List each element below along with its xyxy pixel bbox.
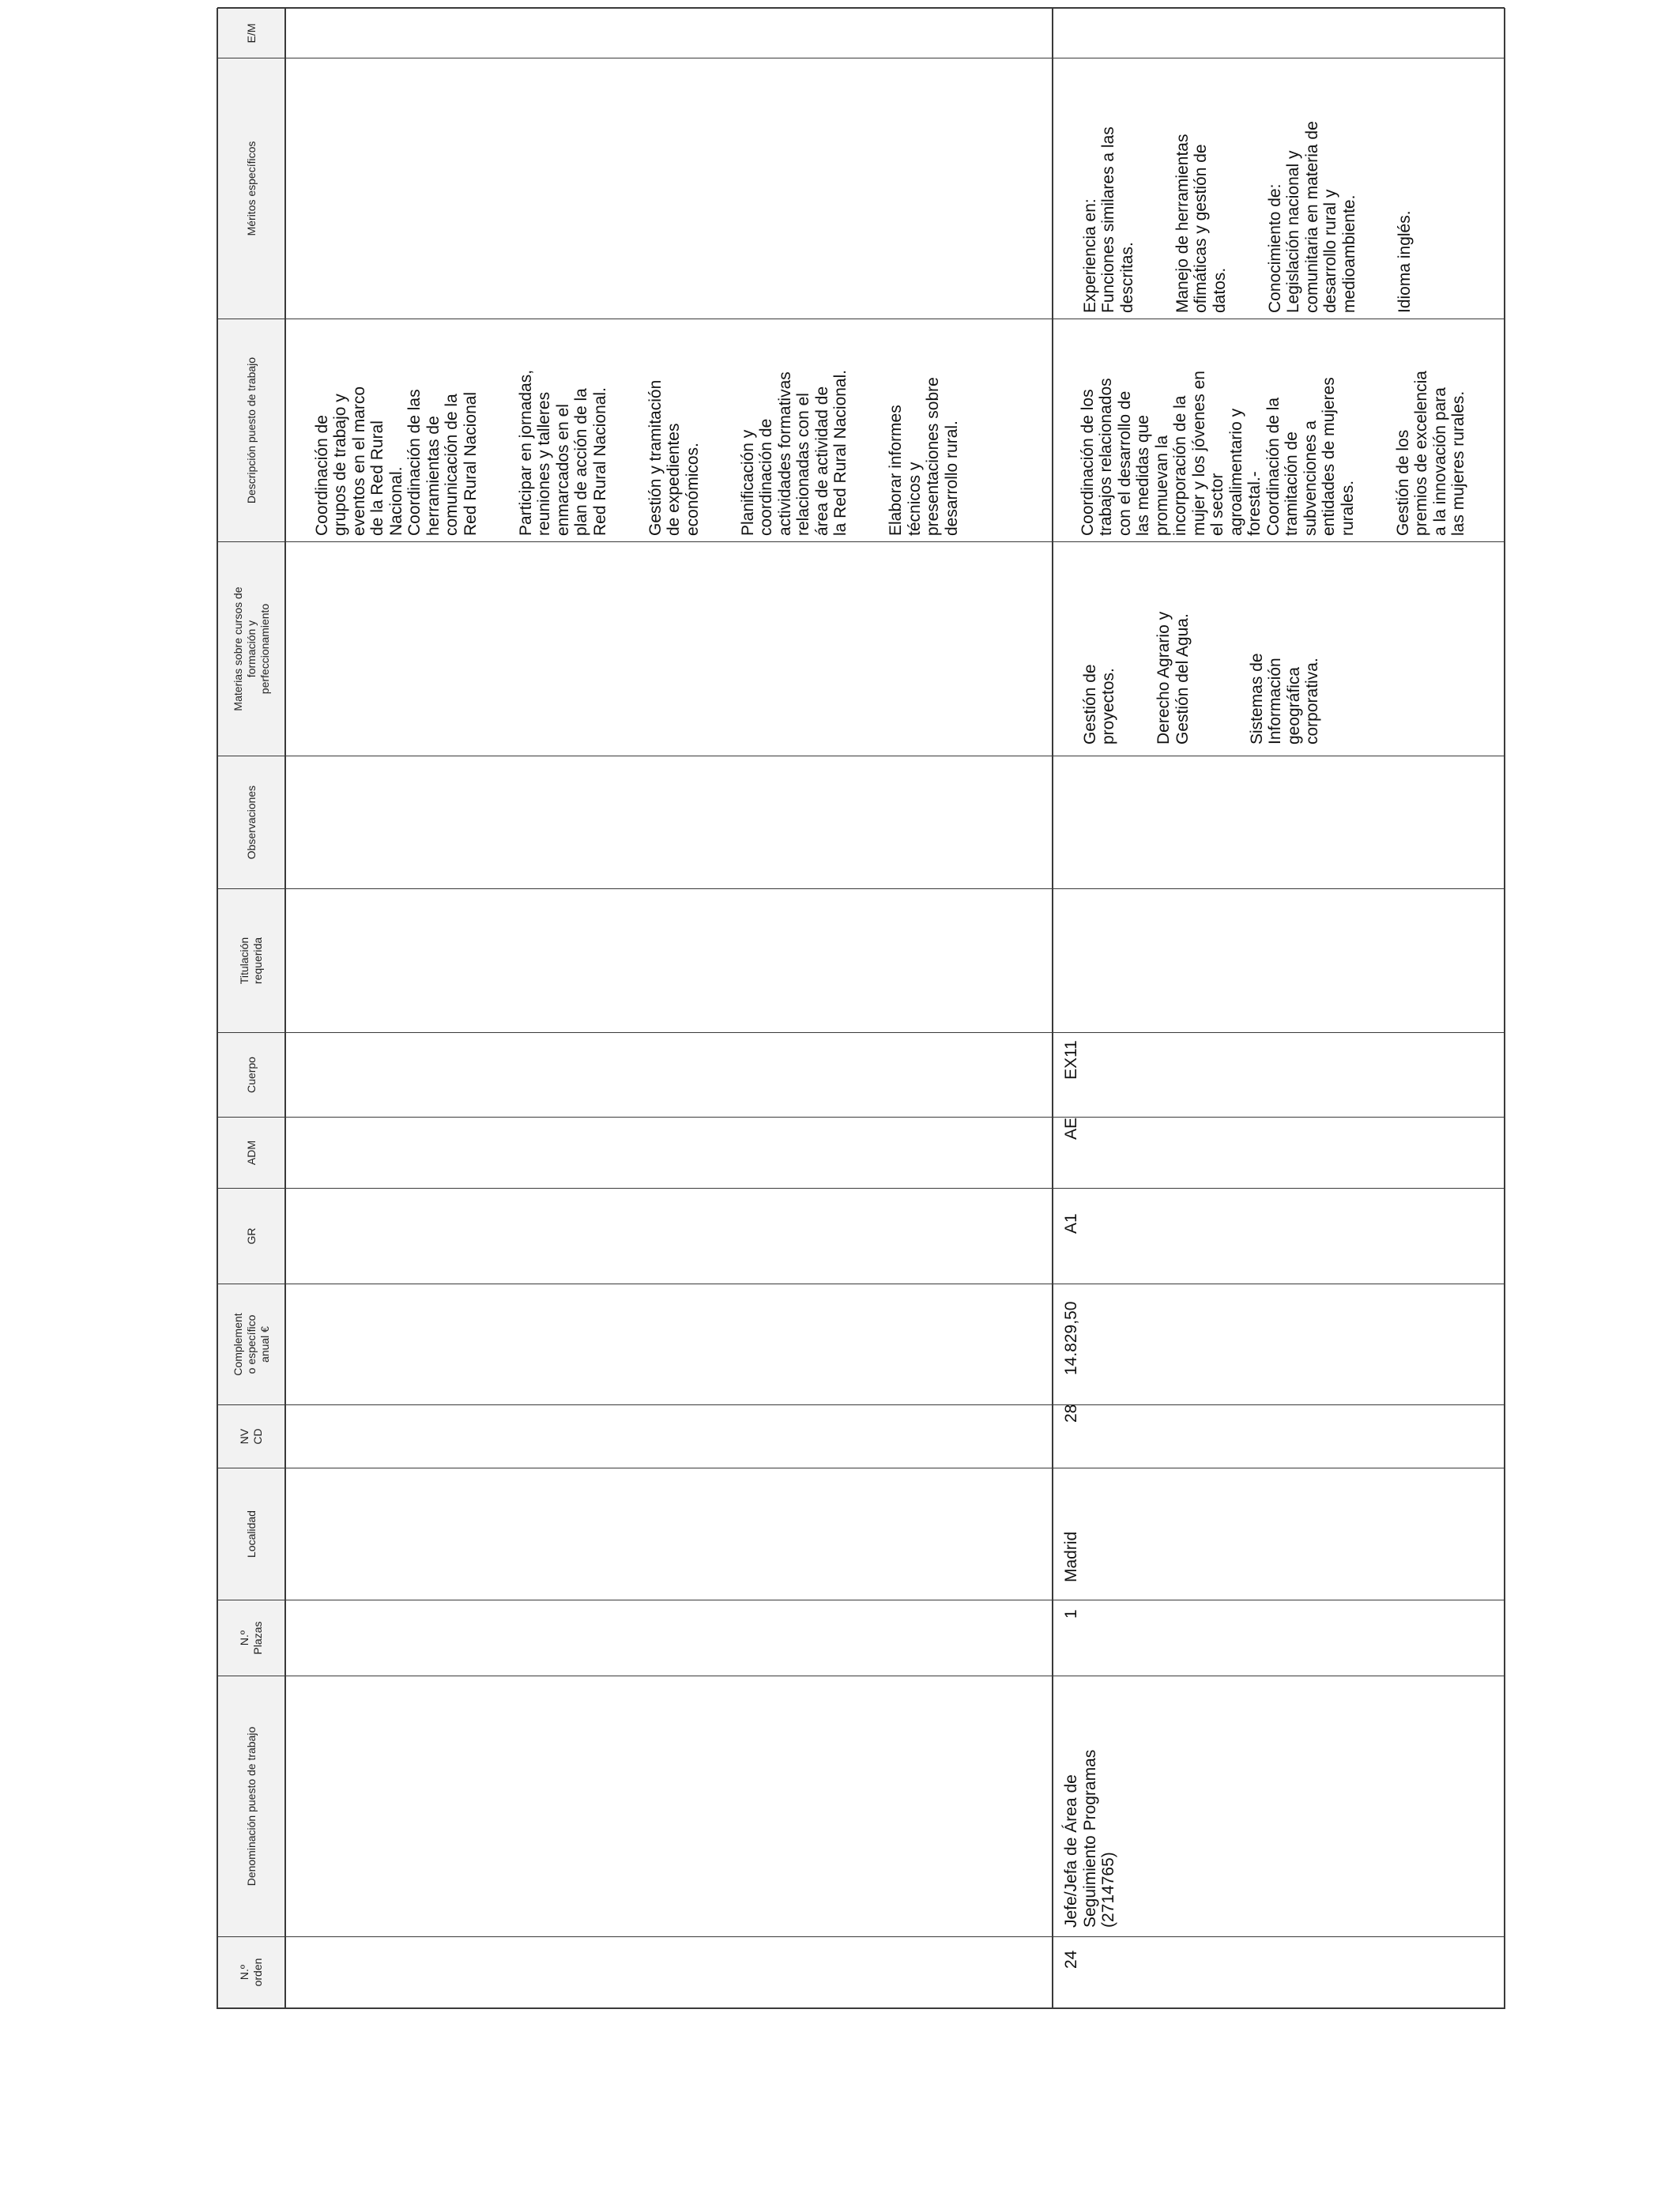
header-complemento: Complement o específico anual €	[231, 1313, 271, 1376]
continued-descripcion-item: Elaborar informes técnicos y presentaciones sobre desarrollo rural.	[887, 377, 961, 536]
header-observaciones: Observaciones	[244, 785, 258, 860]
continued-descripcion-item: Gestión y tramitación de expedientes económicos.	[646, 379, 702, 536]
col-line	[217, 7, 1505, 9]
descripcion-item: Gestión de los premios de excelencia a la innovación para las mujeres rurales.	[1393, 371, 1467, 536]
meritos-item: Idioma inglés.	[1395, 210, 1414, 313]
header-meritos: Méritos específicos	[244, 141, 258, 236]
row-localidad: Madrid	[1062, 1531, 1080, 1582]
header-orden: N.º orden	[238, 1958, 264, 1987]
col-line	[217, 1936, 1505, 1937]
col-line	[217, 1032, 1505, 1033]
continued-descripcion-item: Participar en jornadas, reuniones y talleres enmarcados en el plan de acción de la Red Rural Nacional.	[516, 369, 609, 536]
header-titulacion: Titulación requerida	[238, 937, 264, 985]
header-descripcion: Descripción puesto de trabajo	[244, 356, 258, 504]
header-plazas: N.º Plazas	[238, 1621, 264, 1655]
header-adm: ADM	[244, 1140, 258, 1166]
row-materias	[1062, 545, 1340, 745]
col-line	[217, 541, 1505, 542]
materias-item: Sistemas de Información geográfica corporativa.	[1247, 653, 1321, 745]
row-meritos	[1062, 60, 1433, 313]
row-denominacion: Jefe/Jefa de Área de Seguimiento Programas (2714765)	[1062, 1749, 1117, 1928]
row-orden: 24	[1062, 1950, 1080, 1969]
header-em: E/M	[244, 23, 258, 43]
continued-descripcion-item: Planificación y coordinación de actividades formativas relacionadas con el área de actividad de la Red Rural Nacional.	[738, 369, 849, 536]
materias-item: Derecho Agrario y Gestión del Agua.	[1155, 611, 1192, 745]
col-line	[217, 2007, 1505, 2009]
meritos-item: Conocimiento de: Legislación nacional y comunitaria en materia de desarrollo rural y medioambiente.	[1265, 121, 1358, 313]
materias-item: Gestión de proyectos.	[1080, 664, 1117, 745]
col-line	[217, 1188, 1505, 1189]
header-localidad: Localidad	[244, 1510, 258, 1558]
continued-descripcion-item: Coordinación de grupos de trabajo y eventos en el marco de la Red Rural Nacional. Coordinación de las herramientas de comunicación de la Red Rural Nacional	[312, 386, 480, 536]
col-line	[217, 1404, 1505, 1405]
table-bottom-border	[1504, 8, 1505, 2009]
row-plazas: 1	[1062, 1609, 1080, 1619]
header-grupo: GR	[244, 1227, 258, 1245]
row-complemento: 14.829,50	[1062, 1301, 1080, 1375]
row-descripcion	[1060, 321, 1486, 536]
meritos-item: Experiencia en: Funciones similares a las descritas.	[1080, 126, 1136, 313]
row-divider	[1052, 8, 1053, 2009]
col-line	[217, 888, 1505, 889]
row-nivel: 28	[1062, 1404, 1080, 1423]
header-nivel: NV CD	[238, 1428, 264, 1445]
meritos-item: Manejo de herramientas ofimáticas y gestión de datos.	[1173, 134, 1229, 313]
continued-descripcion	[294, 321, 1049, 536]
row-grupo: A1	[1062, 1213, 1080, 1234]
col-line	[217, 1117, 1505, 1118]
header-materias: Materias sobre cursos de formación y perfeccionamiento	[231, 586, 271, 711]
descripcion-item: Coordinación de los trabajos relacionados con el desarrollo de las medidas que promuevan la incorporación de la mujer y los jóvenes en el sector agroalimentario y forestal.- Coordinación de la tramitación de subvenciones a entidades de mujeres rurales.	[1078, 371, 1357, 536]
header-denominacion: Denominación puesto de trabajo	[244, 1726, 258, 1887]
row-adm: AE	[1062, 1117, 1080, 1140]
header-bottom-border	[284, 8, 286, 2009]
header-cuerpo: Cuerpo	[244, 1057, 258, 1093]
row-cuerpo: EX11	[1062, 1040, 1080, 1080]
